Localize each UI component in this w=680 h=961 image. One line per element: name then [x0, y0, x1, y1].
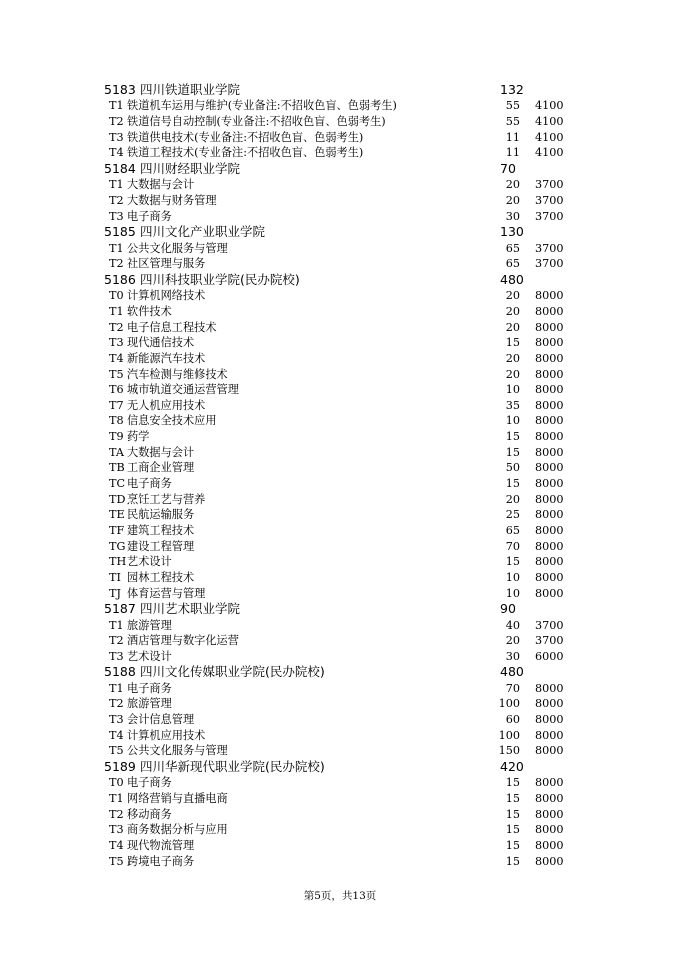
major-row — [0, 539, 680, 555]
major-name: 民航运输服务 — [127, 508, 195, 522]
page-footer: 第5页，共13页 — [303, 890, 377, 902]
major-plan: 15 — [505, 555, 520, 569]
major-name: 计算机网络技术 — [127, 289, 206, 303]
major-tuition-fee: 3700 — [535, 634, 564, 648]
major-plan: 15 — [505, 792, 520, 806]
major-row — [0, 460, 680, 476]
major-row — [0, 492, 680, 508]
major-plan: 20 — [505, 193, 520, 207]
major-name: 公共文化服务与管理 — [127, 241, 228, 255]
major-tuition-fee: 6000 — [535, 649, 564, 663]
school-code: 5189 — [104, 759, 136, 775]
school-name: 四川文化传媒职业学院(民办院校) — [140, 664, 325, 680]
major-tuition-fee: 8000 — [535, 570, 564, 584]
school-header-row — [0, 664, 680, 680]
school-code: 5184 — [104, 160, 136, 176]
major-row — [0, 209, 680, 225]
major-code: T4 — [109, 146, 124, 160]
major-name: 计算机应用技术 — [127, 728, 206, 742]
major-tuition-fee: 3700 — [535, 257, 564, 271]
major-name: 园林工程技术 — [127, 570, 195, 584]
major-name: 艺术设计 — [127, 555, 172, 569]
major-row — [0, 696, 680, 712]
major-code: T3 — [109, 336, 124, 350]
major-tuition-fee: 8000 — [535, 289, 564, 303]
major-code: T2 — [109, 697, 124, 711]
major-name: 跨境电子商务 — [127, 854, 195, 868]
major-code: T2 — [109, 320, 124, 334]
major-plan: 15 — [505, 336, 520, 350]
major-plan: 70 — [505, 539, 520, 553]
school-plan-total: 70 — [500, 160, 516, 176]
major-name: 现代物流管理 — [127, 839, 195, 852]
major-plan: 70 — [505, 681, 520, 695]
major-row — [0, 743, 680, 759]
school-plan-total: 420 — [500, 759, 524, 775]
major-row — [0, 320, 680, 336]
major-name: 体育运营与管理 — [127, 586, 206, 600]
major-tuition-fee: 3700 — [535, 193, 564, 207]
school-header-row — [0, 82, 680, 98]
major-row — [0, 398, 680, 414]
major-code: T0 — [109, 776, 124, 790]
major-row — [0, 413, 680, 429]
major-tuition-fee: 8000 — [535, 367, 564, 381]
school-name: 四川华新现代职业学院(民办院校) — [140, 759, 325, 775]
major-row — [0, 712, 680, 728]
major-plan: 15 — [505, 823, 520, 837]
major-tuition-fee: 8000 — [535, 414, 564, 428]
major-code: T5 — [109, 854, 124, 868]
major-tuition-fee: 8000 — [535, 807, 564, 821]
major-tuition-fee: 8000 — [535, 320, 564, 334]
major-code: T2 — [109, 115, 124, 129]
major-name: 旅游管理 — [127, 697, 172, 711]
major-name: 电子商务 — [127, 209, 172, 223]
major-name: 移动商务 — [127, 807, 172, 821]
major-tuition-fee: 8000 — [535, 539, 564, 553]
major-row — [0, 775, 680, 791]
major-code: T3 — [109, 130, 124, 144]
major-code: T8 — [109, 414, 124, 428]
major-row — [0, 681, 680, 697]
major-code: T3 — [109, 649, 124, 663]
major-name: 大数据与财务管理 — [127, 193, 217, 207]
major-code: T7 — [109, 398, 124, 412]
major-row — [0, 728, 680, 744]
major-tuition-fee: 8000 — [535, 508, 564, 522]
major-tuition-fee: 8000 — [535, 839, 564, 852]
major-row — [0, 445, 680, 461]
major-row — [0, 523, 680, 539]
major-plan: 10 — [505, 586, 520, 600]
major-tuition-fee: 8000 — [535, 744, 564, 758]
major-code: TB — [109, 461, 125, 475]
major-code: TD — [109, 492, 126, 506]
major-code: T2 — [109, 257, 124, 271]
major-name: 电子商务 — [127, 776, 172, 790]
major-tuition-fee: 8000 — [535, 523, 564, 537]
school-name: 四川财经职业学院 — [140, 160, 241, 176]
major-plan: 150 — [498, 744, 520, 758]
major-plan: 40 — [505, 618, 520, 632]
major-plan: 65 — [505, 523, 520, 537]
major-code: T3 — [109, 713, 124, 727]
major-tuition-fee: 8000 — [535, 697, 564, 711]
major-code: TA — [109, 445, 124, 459]
major-plan: 10 — [505, 570, 520, 584]
major-plan: 55 — [505, 99, 520, 113]
major-code: TF — [109, 523, 125, 537]
major-row — [0, 193, 680, 209]
major-name: 酒店管理与数字化运营 — [127, 634, 239, 648]
major-plan: 20 — [505, 304, 520, 318]
major-name: 铁道机车运用与维护(专业备注:不招收色盲、色弱考生) — [127, 99, 397, 113]
major-name: 电子商务 — [127, 681, 172, 695]
major-name: 铁道信号自动控制(专业备注:不招收色盲、色弱考生) — [127, 115, 386, 129]
major-tuition-fee: 4100 — [535, 146, 564, 160]
major-tuition-fee: 8000 — [535, 586, 564, 600]
major-name: 烹饪工艺与营养 — [127, 492, 206, 506]
major-row — [0, 838, 680, 854]
major-row — [0, 177, 680, 193]
major-name: 公共文化服务与管理 — [127, 744, 228, 758]
major-name: 大数据与会计 — [127, 178, 195, 192]
major-name: 电子信息工程技术 — [127, 320, 217, 334]
major-code: T4 — [109, 351, 124, 365]
school-name: 四川科技职业学院(民办院校) — [140, 271, 300, 287]
major-tuition-fee: 8000 — [535, 351, 564, 365]
major-row — [0, 304, 680, 320]
major-code: T1 — [109, 178, 124, 192]
major-name: 药学 — [127, 430, 150, 444]
major-row — [0, 130, 680, 146]
major-name: 铁道工程技术(专业备注:不招收色盲、色弱考生) — [127, 146, 364, 160]
major-plan: 30 — [505, 209, 520, 223]
school-plan-total: 130 — [500, 224, 524, 240]
major-row — [0, 351, 680, 367]
major-plan: 20 — [505, 320, 520, 334]
major-tuition-fee: 8000 — [535, 477, 564, 491]
major-name: 铁道供电技术(专业备注:不招收色盲、色弱考生) — [127, 130, 364, 144]
major-row — [0, 335, 680, 351]
major-name: 建筑工程技术 — [127, 523, 195, 537]
major-tuition-fee: 8000 — [535, 336, 564, 350]
major-tuition-fee: 4100 — [535, 115, 564, 129]
major-code: TI — [109, 570, 121, 584]
major-row — [0, 618, 680, 634]
major-tuition-fee: 8000 — [535, 398, 564, 412]
major-tuition-fee: 8000 — [535, 681, 564, 695]
major-row — [0, 507, 680, 523]
school-plan-total: 480 — [500, 271, 524, 287]
school-header-row — [0, 601, 680, 617]
major-plan: 15 — [505, 430, 520, 444]
major-tuition-fee: 8000 — [535, 713, 564, 727]
school-plan-total: 90 — [500, 601, 516, 617]
major-plan: 20 — [505, 634, 520, 648]
major-plan: 20 — [505, 351, 520, 365]
major-plan: 100 — [498, 697, 520, 711]
major-plan: 15 — [505, 776, 520, 790]
major-plan: 30 — [505, 649, 520, 663]
major-plan: 20 — [505, 178, 520, 192]
major-name: 无人机应用技术 — [127, 398, 206, 412]
major-code: T0 — [109, 289, 124, 303]
major-plan: 60 — [505, 713, 520, 727]
major-tuition-fee: 8000 — [535, 492, 564, 506]
major-plan: 15 — [505, 807, 520, 821]
major-code: TH — [109, 555, 127, 569]
major-code: TC — [109, 477, 126, 491]
major-code: T1 — [109, 99, 124, 113]
major-tuition-fee: 8000 — [535, 854, 564, 868]
major-name: 建设工程管理 — [127, 539, 195, 553]
major-name: 信息安全技术应用 — [127, 414, 217, 428]
major-plan: 10 — [505, 414, 520, 428]
major-tuition-fee: 8000 — [535, 445, 564, 459]
major-plan: 100 — [498, 728, 520, 742]
major-name: 艺术设计 — [127, 649, 172, 663]
school-header-row — [0, 161, 680, 177]
major-row — [0, 649, 680, 665]
major-code: T1 — [109, 304, 124, 318]
major-code: TG — [109, 539, 126, 553]
major-row — [0, 429, 680, 445]
major-row — [0, 382, 680, 398]
major-row — [0, 807, 680, 823]
major-tuition-fee: 8000 — [535, 304, 564, 318]
major-code: T3 — [109, 209, 124, 223]
major-code: T1 — [109, 241, 124, 255]
major-code: T1 — [109, 618, 124, 632]
major-row — [0, 586, 680, 602]
major-tuition-fee: 3700 — [535, 241, 564, 255]
school-code: 5185 — [104, 224, 136, 240]
major-row — [0, 476, 680, 492]
major-row — [0, 98, 680, 114]
major-tuition-fee: 3700 — [535, 618, 564, 632]
major-name: 新能源汽车技术 — [127, 351, 206, 365]
major-name: 电子商务 — [127, 477, 172, 491]
major-tuition-fee: 8000 — [535, 776, 564, 790]
major-code: T1 — [109, 792, 124, 806]
school-code: 5183 — [104, 82, 136, 97]
major-row — [0, 288, 680, 304]
school-header-row — [0, 759, 680, 775]
major-row — [0, 822, 680, 838]
major-plan: 20 — [505, 492, 520, 506]
major-plan: 25 — [505, 508, 520, 522]
school-name: 四川文化产业职业学院 — [140, 224, 266, 240]
major-plan: 15 — [505, 854, 520, 868]
major-name: 网络营销与直播电商 — [127, 792, 228, 806]
school-header-row — [0, 224, 680, 240]
major-name: 旅游管理 — [127, 618, 172, 632]
major-name: 城市轨道交通运营管理 — [127, 383, 239, 397]
major-tuition-fee: 8000 — [535, 728, 564, 742]
major-code: T1 — [109, 681, 124, 695]
major-row — [0, 114, 680, 130]
major-plan: 50 — [505, 461, 520, 475]
major-code: T5 — [109, 367, 124, 381]
major-row — [0, 570, 680, 586]
school-header-row — [0, 272, 680, 288]
major-plan: 35 — [505, 398, 520, 412]
major-code: TE — [109, 508, 125, 522]
major-code: T2 — [109, 634, 124, 648]
major-plan: 65 — [505, 257, 520, 271]
major-code: T6 — [109, 383, 124, 397]
major-tuition-fee: 4100 — [535, 99, 564, 113]
admission-plan-list — [0, 82, 680, 869]
major-tuition-fee: 8000 — [535, 461, 564, 475]
major-code: T5 — [109, 744, 124, 758]
major-row — [0, 367, 680, 383]
major-plan: 65 — [505, 241, 520, 255]
major-name: 现代通信技术 — [127, 336, 195, 350]
major-code: T4 — [109, 728, 124, 742]
major-row — [0, 554, 680, 570]
major-code: T3 — [109, 823, 124, 837]
school-name: 四川艺术职业学院 — [140, 601, 241, 617]
major-tuition-fee: 8000 — [535, 430, 564, 444]
major-name: 工商企业管理 — [127, 461, 195, 475]
school-code: 5187 — [104, 601, 136, 617]
major-code: T9 — [109, 430, 124, 444]
school-code: 5188 — [104, 664, 136, 680]
major-plan: 11 — [505, 146, 520, 160]
major-plan: 15 — [505, 839, 520, 852]
major-name: 软件技术 — [127, 304, 172, 318]
major-plan: 55 — [505, 115, 520, 129]
major-plan: 15 — [505, 445, 520, 459]
major-tuition-fee: 8000 — [535, 555, 564, 569]
major-code: TJ — [109, 586, 121, 600]
major-plan: 10 — [505, 383, 520, 397]
major-tuition-fee: 4100 — [535, 130, 564, 144]
major-plan: 15 — [505, 477, 520, 491]
major-row — [0, 256, 680, 272]
major-row — [0, 241, 680, 257]
school-code: 5186 — [104, 271, 136, 287]
school-plan-total: 132 — [500, 82, 524, 97]
major-name: 汽车检测与维修技术 — [127, 367, 228, 381]
major-name: 商务数据分析与应用 — [127, 823, 228, 837]
major-plan: 20 — [505, 289, 520, 303]
major-row — [0, 791, 680, 807]
major-name: 社区管理与服务 — [127, 257, 206, 271]
school-plan-total: 480 — [500, 664, 524, 680]
major-row — [0, 633, 680, 649]
major-tuition-fee: 3700 — [535, 178, 564, 192]
school-name: 四川铁道职业学院 — [140, 82, 241, 97]
major-name: 会计信息管理 — [127, 713, 195, 727]
major-code: T4 — [109, 839, 124, 852]
major-plan: 20 — [505, 367, 520, 381]
major-tuition-fee: 8000 — [535, 823, 564, 837]
major-code: T2 — [109, 193, 124, 207]
major-tuition-fee: 8000 — [535, 383, 564, 397]
major-tuition-fee: 8000 — [535, 792, 564, 806]
major-code: T2 — [109, 807, 124, 821]
major-plan: 11 — [505, 130, 520, 144]
major-row — [0, 854, 680, 870]
major-name: 大数据与会计 — [127, 445, 195, 459]
major-tuition-fee: 3700 — [535, 209, 564, 223]
major-row — [0, 145, 680, 161]
